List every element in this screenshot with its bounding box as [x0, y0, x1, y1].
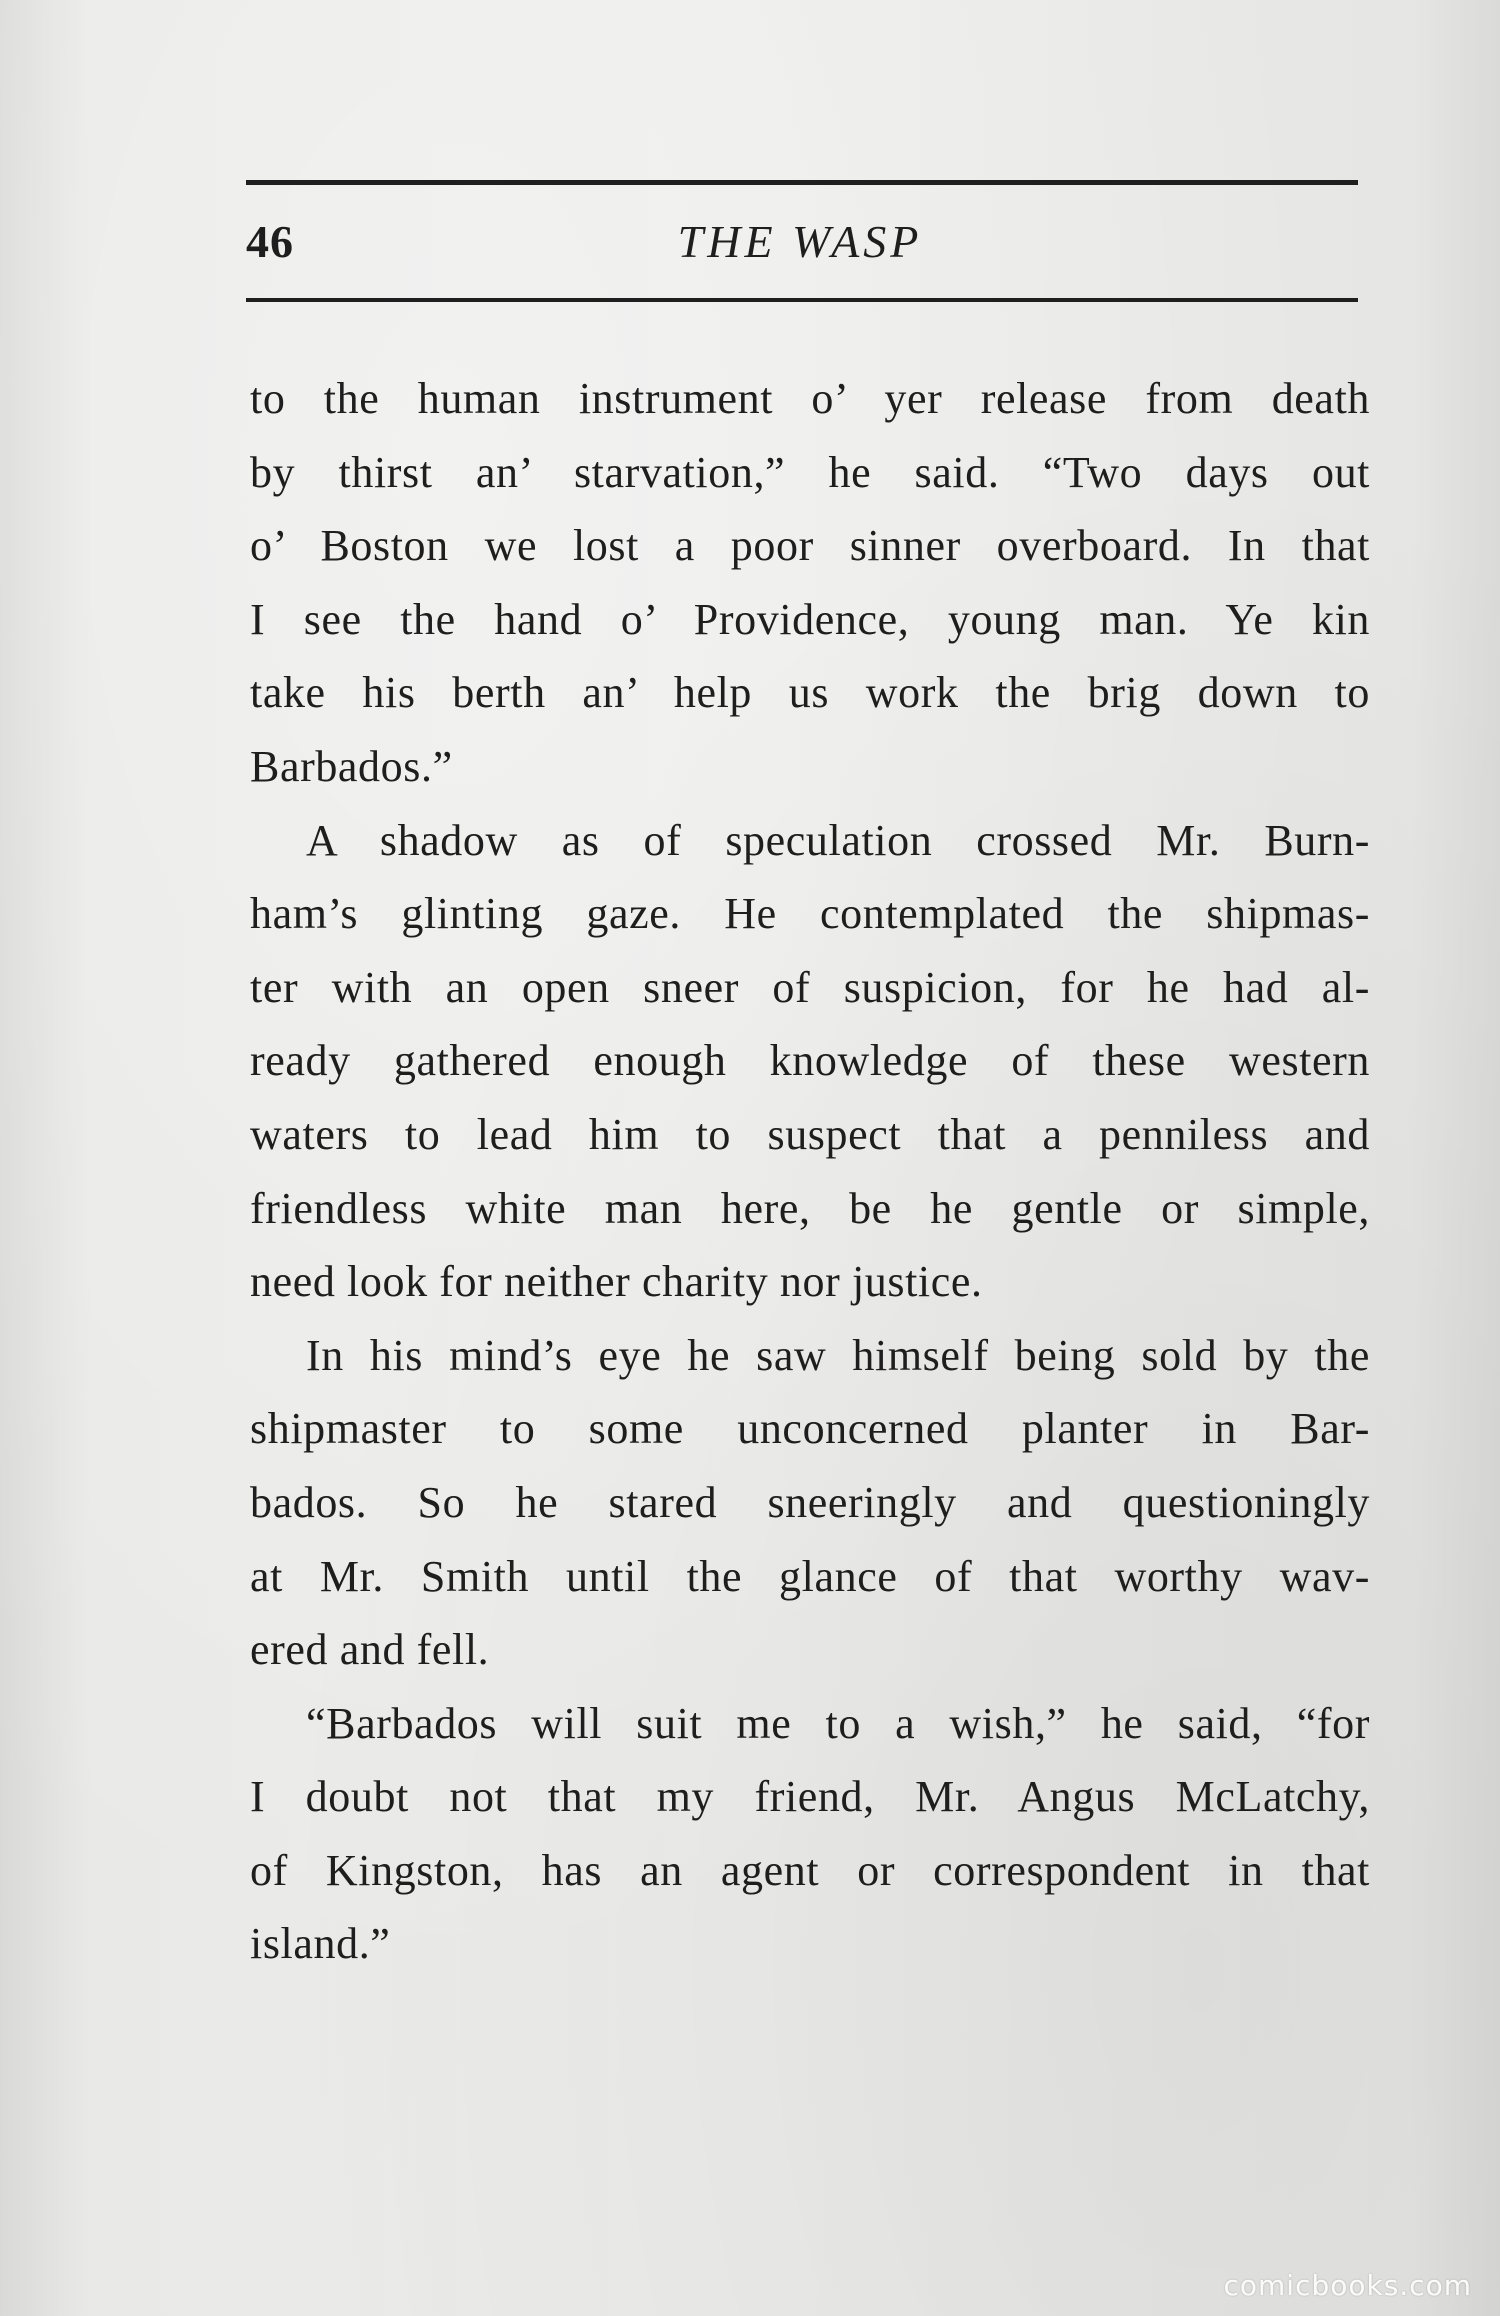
text-line: I see the hand o’ Providence, young man. Ye kin: [250, 594, 1370, 644]
text-line: A shadow as of speculation crossed Mr. Burn-: [306, 815, 1370, 865]
text-line: ready gathered enough knowledge of these western: [250, 1036, 1370, 1086]
text-line: bados. So he stared sneeringly and questioningly: [250, 1477, 1370, 1527]
text-line: take his berth an’ help us work the brig down to: [250, 668, 1370, 718]
text-line: friendless white man here, be he gentle or simple,: [250, 1183, 1370, 1233]
text-line: of Kingston, has an agent or correspondent in that: [250, 1845, 1370, 1895]
text-line: waters to lead him to suspect that a penniless and: [250, 1109, 1370, 1159]
header-rule-bottom: [246, 298, 1358, 302]
watermark: comicbooks.com: [1223, 2269, 1472, 2302]
text-line: need look for neither charity nor justice.: [250, 1257, 983, 1307]
text-line: shipmaster to some unconcerned planter in Bar-: [250, 1404, 1370, 1454]
text-line: ham’s glinting gaze. He contemplated the shipmas-: [250, 889, 1370, 939]
text-line: “Barbados will suit me to a wish,” he said, “for: [306, 1698, 1370, 1748]
text-line: o’ Boston we lost a poor sinner overboard. In that: [250, 521, 1370, 571]
text-line: by thirst an’ starvation,” he said. “Two days out: [250, 447, 1370, 497]
page-number: 46: [246, 216, 294, 267]
text-line: island.”: [250, 1919, 391, 1969]
header-rule-top: [246, 180, 1358, 185]
text-line: at Mr. Smith until the glance of that worthy wav-: [250, 1551, 1370, 1601]
text-line: ered and fell.: [250, 1625, 490, 1675]
text-line: ter with an open sneer of suspicion, for he had al-: [250, 962, 1370, 1012]
running-title: THE WASP: [677, 216, 923, 267]
body-text: [250, 362, 1370, 1981]
text-line: I doubt not that my friend, Mr. Angus McLatchy,: [250, 1772, 1370, 1822]
text-line: In his mind’s eye he saw himself being sold by the: [306, 1330, 1370, 1380]
text-line: to the human instrument o’ yer release from death: [250, 374, 1370, 423]
text-line: Barbados.”: [250, 741, 453, 791]
